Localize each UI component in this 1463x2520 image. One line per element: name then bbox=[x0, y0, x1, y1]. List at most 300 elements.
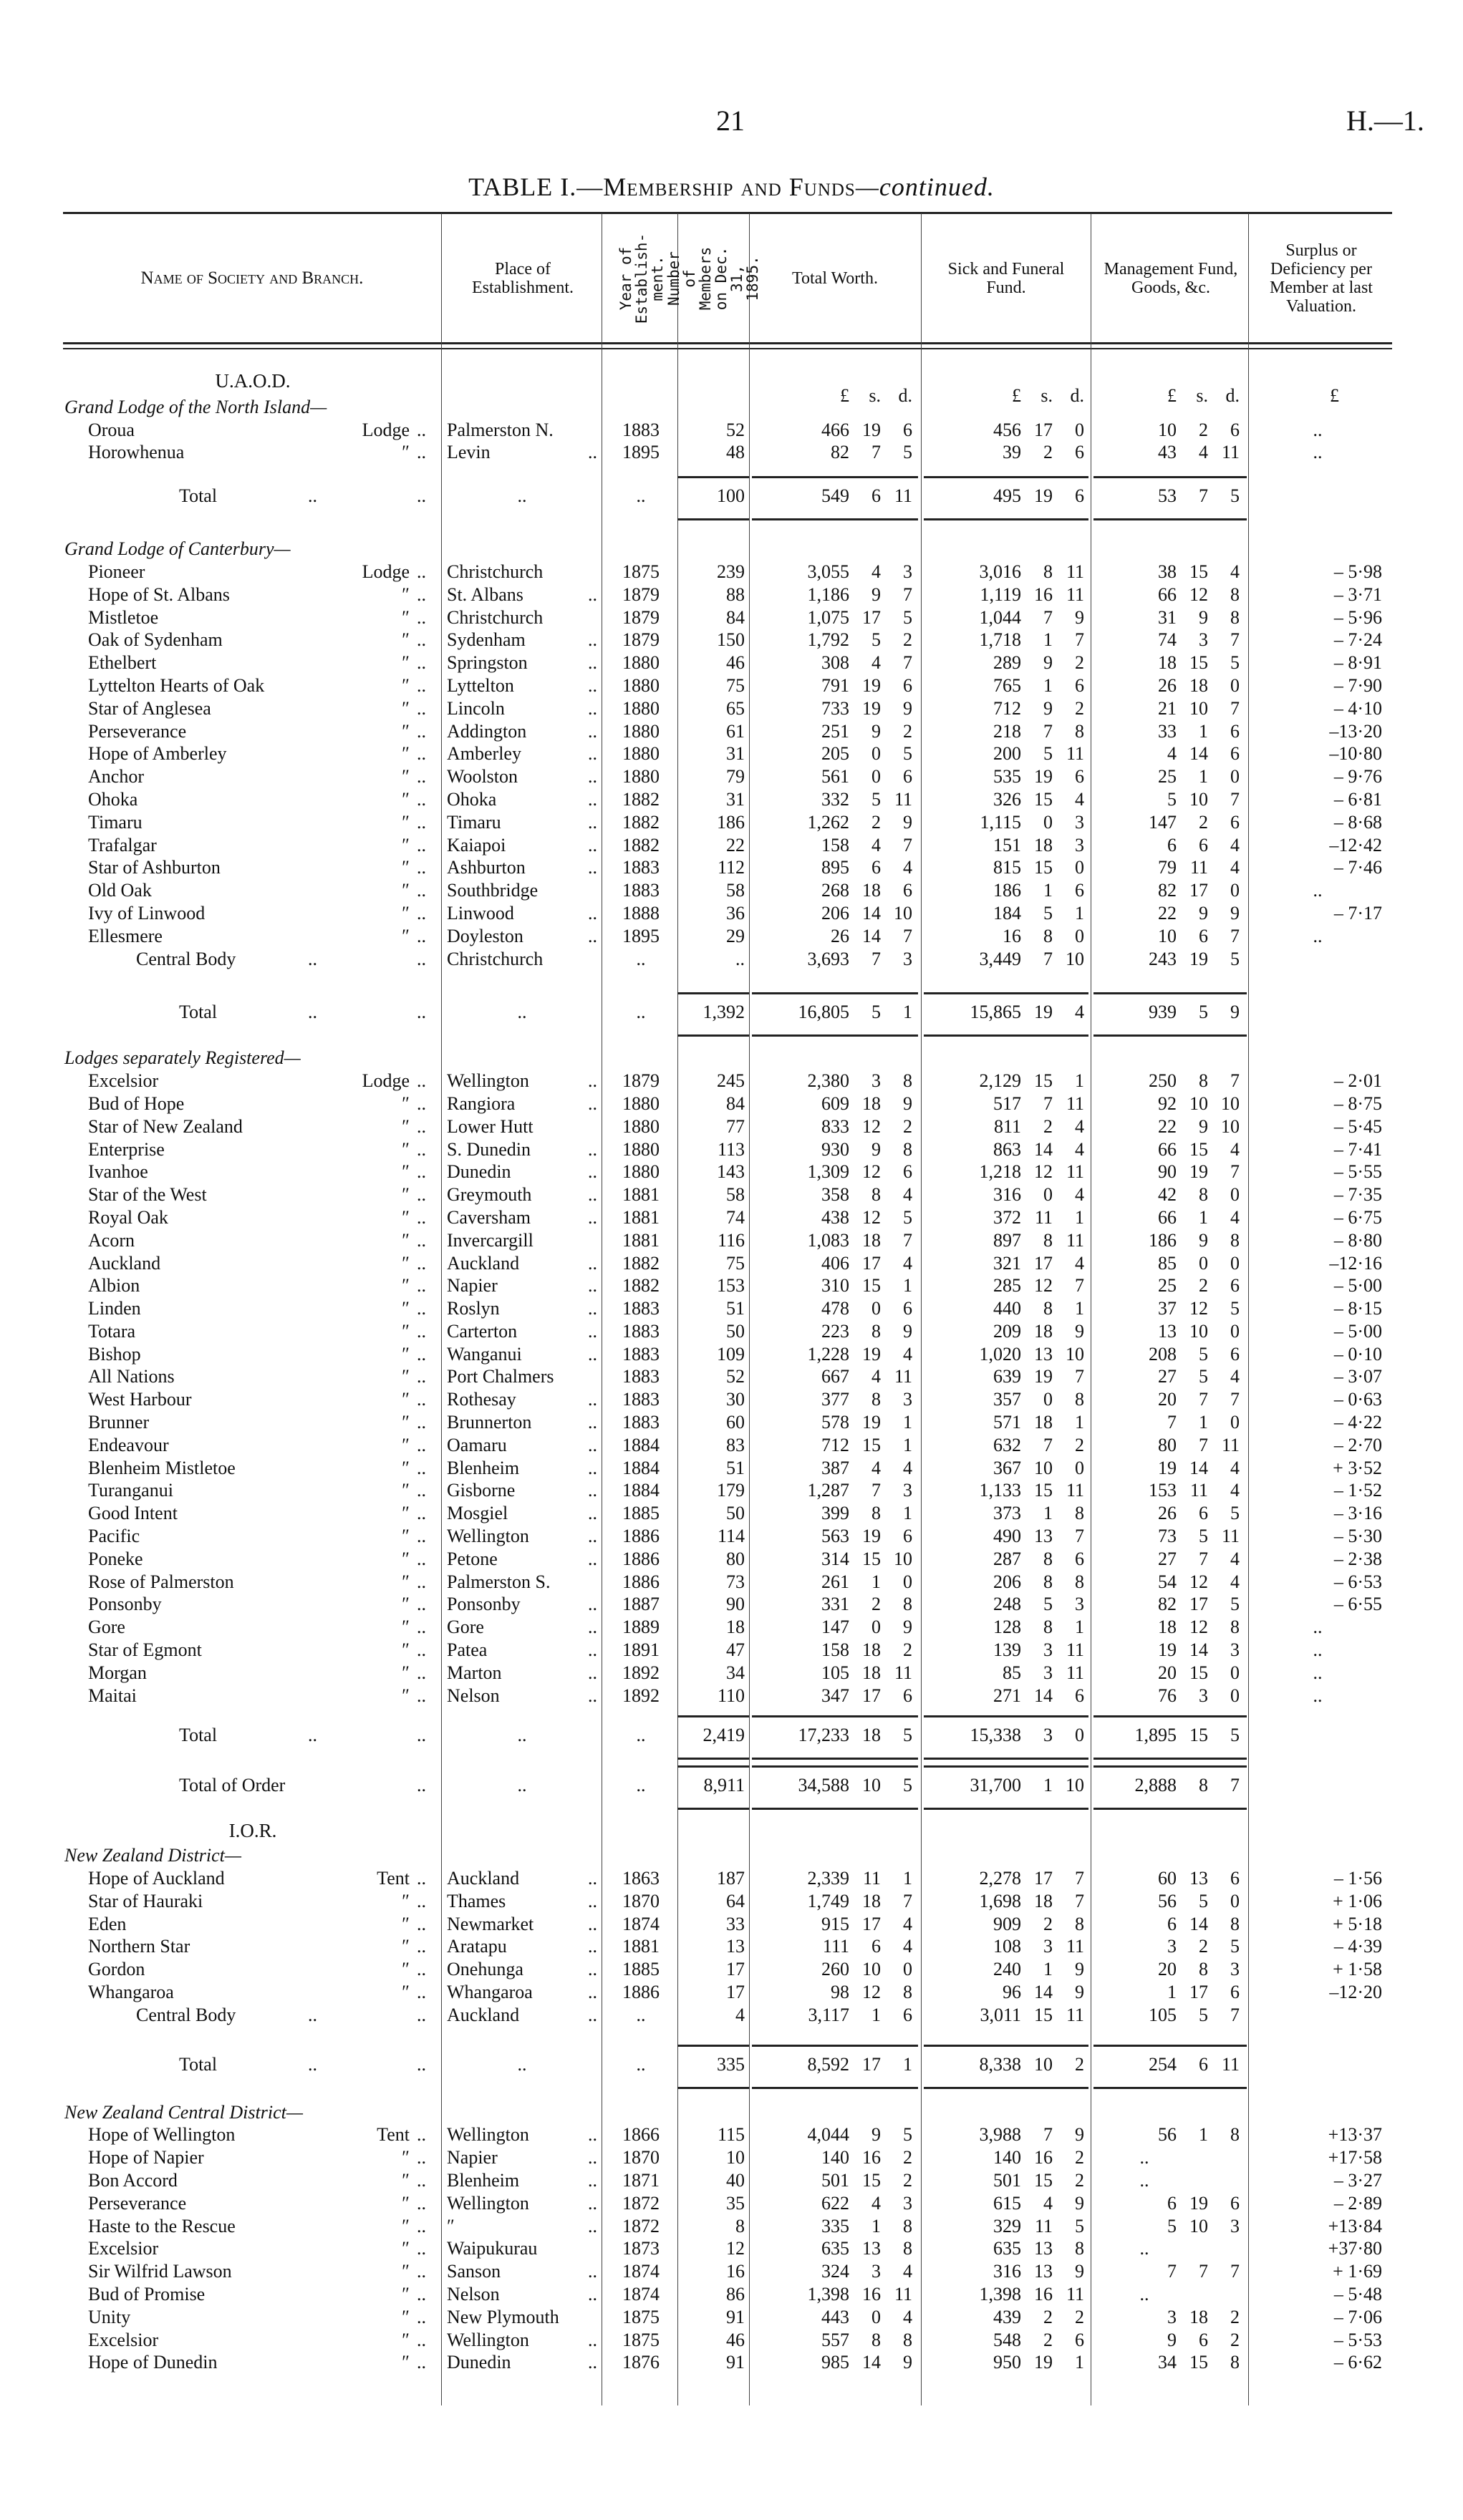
sick-funeral-fund-pounds: 635 bbox=[993, 2238, 1021, 2259]
management-fund-shillings: 9 bbox=[1199, 1115, 1208, 1137]
management-fund-pence: 8 bbox=[1230, 1617, 1240, 1638]
total-worth-shillings: 6 bbox=[871, 485, 881, 507]
name-dots: .. bbox=[308, 948, 317, 969]
branch-name: Star of Anglesea bbox=[88, 697, 211, 719]
branch-type: ″ bbox=[402, 1639, 410, 1661]
sick-funeral-fund bbox=[921, 1138, 1084, 1161]
total-worth-shillings: 18 bbox=[862, 1092, 881, 1114]
name-dots: .. bbox=[417, 1662, 426, 1683]
place-dots: .. bbox=[588, 1526, 597, 1547]
sick-funeral-fund-shillings: 13 bbox=[1034, 2261, 1053, 2282]
management-fund-shillings: 6 bbox=[1199, 2053, 1208, 2075]
branch-name: Central Body bbox=[136, 2004, 236, 2025]
year-established: 1881 bbox=[622, 1229, 660, 1251]
name-dots: .. bbox=[417, 1617, 426, 1638]
place-dots: .. bbox=[588, 857, 597, 878]
branch-type: ″ bbox=[402, 720, 410, 742]
management-fund-pounds: 5 bbox=[1167, 2215, 1177, 2236]
members-count: 109 bbox=[717, 1343, 745, 1365]
total-worth-shillings: 14 bbox=[862, 902, 881, 924]
year-established: 1884 bbox=[622, 1434, 660, 1455]
spacer bbox=[0, 464, 1463, 475]
management-fund-pence: 11 bbox=[1221, 1526, 1240, 1547]
sick-funeral-fund bbox=[921, 948, 1084, 971]
management-fund-shillings: 5 bbox=[1199, 1526, 1208, 1547]
table-row bbox=[0, 2169, 1463, 2192]
total-worth-pounds: 1,792 bbox=[807, 629, 849, 651]
total-worth bbox=[749, 1297, 912, 1320]
total-worth-pounds: 8,592 bbox=[807, 2053, 849, 2075]
place-name: Woolston bbox=[447, 766, 518, 788]
surplus-deficiency: .. bbox=[1313, 1662, 1323, 1683]
total-worth-pence: 6 bbox=[903, 1685, 912, 1706]
branch-name: Lyttelton Hearts of Oak bbox=[88, 674, 265, 696]
year-established: 1892 bbox=[622, 1685, 660, 1706]
sick-funeral-fund-shillings: 13 bbox=[1034, 2238, 1053, 2259]
branch-name: Turanganui bbox=[88, 1480, 173, 1501]
total-worth-pounds: 3,693 bbox=[807, 948, 849, 969]
total-worth-pence: 3 bbox=[903, 2192, 912, 2214]
surplus-deficiency: – 7·41 bbox=[1333, 1138, 1382, 1160]
sick-funeral-fund-shillings: 19 bbox=[1034, 1002, 1053, 1023]
total-worth-shillings: 15 bbox=[862, 1548, 881, 1569]
sick-funeral-fund-shillings: 16 bbox=[1034, 2147, 1053, 2168]
sick-funeral-fund-shillings: 18 bbox=[1034, 834, 1053, 856]
sick-funeral-fund bbox=[921, 1115, 1084, 1138]
branch-type: ″ bbox=[402, 2306, 410, 2327]
header-members-text: Number of Members on Dec. 31, 1895. bbox=[665, 246, 761, 311]
order-title bbox=[0, 1820, 1463, 1843]
management-fund bbox=[1091, 441, 1240, 464]
total-worth bbox=[749, 2329, 912, 2352]
total-worth-pence: 5 bbox=[903, 743, 912, 765]
management-fund bbox=[1091, 720, 1240, 743]
management-fund-shillings: 8 bbox=[1199, 1184, 1208, 1206]
sick-funeral-fund-shillings: 8 bbox=[1043, 1298, 1053, 1319]
sick-funeral-fund bbox=[921, 2329, 1084, 2352]
sick-funeral-fund bbox=[921, 2283, 1084, 2306]
total-worth bbox=[749, 561, 912, 583]
sick-funeral-fund-pounds: 15,338 bbox=[970, 1725, 1021, 1746]
total-worth-pence: 6 bbox=[903, 880, 912, 901]
table-row bbox=[0, 583, 1463, 606]
surplus-deficiency: – 7·90 bbox=[1333, 674, 1382, 696]
total-worth-shillings: 3 bbox=[871, 1070, 881, 1092]
year-established: 1895 bbox=[622, 925, 660, 946]
total-worth bbox=[749, 1183, 912, 1206]
place-of-establishment bbox=[447, 2329, 597, 2352]
management-fund-pounds: 254 bbox=[1149, 2053, 1177, 2075]
place-dots: .. bbox=[588, 1412, 597, 1433]
surplus-deficiency: +37·80 bbox=[1328, 2238, 1382, 2259]
sick-funeral-fund-shillings: 19 bbox=[1034, 1366, 1053, 1387]
place-of-establishment bbox=[447, 674, 597, 697]
total-worth-pence: 6 bbox=[903, 1161, 912, 1183]
members-count: 77 bbox=[726, 1115, 745, 1137]
sick-funeral-fund-pence: 11 bbox=[1066, 1229, 1084, 1251]
name-dots: .. bbox=[417, 811, 426, 833]
year-established: 1880 bbox=[622, 1138, 660, 1160]
total-worth-pounds: 985 bbox=[821, 2352, 849, 2373]
year-established: 1879 bbox=[622, 1070, 660, 1092]
sick-funeral-fund-shillings: 5 bbox=[1043, 1594, 1053, 1615]
total-worth bbox=[749, 1593, 912, 1616]
management-fund-pounds: 56 bbox=[1158, 1890, 1177, 1911]
place-name: Addington bbox=[447, 720, 527, 742]
management-fund bbox=[1091, 1297, 1240, 1320]
section-heading-text: New Zealand Central District— bbox=[64, 2101, 303, 2123]
sick-funeral-fund-pounds: 3,988 bbox=[979, 2124, 1021, 2146]
place-of-establishment bbox=[447, 1457, 597, 1480]
members-count: 17 bbox=[726, 1982, 745, 2003]
sick-funeral-fund bbox=[921, 2192, 1084, 2215]
place-name: Oamaru bbox=[447, 1434, 507, 1455]
branch-name: Total bbox=[179, 1002, 218, 1023]
place-of-establishment bbox=[447, 1434, 597, 1457]
name-dots: .. bbox=[417, 697, 426, 719]
sick-funeral-fund-shillings: 9 bbox=[1043, 697, 1053, 719]
management-fund-shillings: 8 bbox=[1199, 1775, 1208, 1796]
sick-funeral-fund-shillings: 15 bbox=[1034, 1480, 1053, 1501]
management-fund-pence: 6 bbox=[1230, 1982, 1240, 2003]
total-worth-pounds: 268 bbox=[821, 880, 849, 901]
management-fund-pence: 8 bbox=[1230, 583, 1240, 605]
members-count: 58 bbox=[726, 1184, 745, 1206]
table-row bbox=[0, 742, 1463, 765]
management-fund-pence: 4 bbox=[1230, 1571, 1240, 1592]
section-heading bbox=[0, 538, 1463, 561]
management-fund bbox=[1091, 1092, 1240, 1115]
table-row bbox=[0, 1160, 1463, 1183]
sick-funeral-fund bbox=[921, 1297, 1084, 1320]
total-worth bbox=[749, 2351, 912, 2374]
place-of-establishment bbox=[447, 2192, 597, 2215]
members-count: 153 bbox=[717, 1275, 745, 1297]
table-row bbox=[0, 561, 1463, 583]
sick-funeral-fund-pence: 11 bbox=[1066, 583, 1084, 605]
total-worth-shillings: 0 bbox=[871, 1617, 881, 1638]
management-fund-pence: 7 bbox=[1230, 788, 1240, 810]
management-fund-pence: 10 bbox=[1221, 1115, 1240, 1137]
sick-funeral-fund-shillings: 14 bbox=[1034, 1982, 1053, 2003]
total-worth bbox=[749, 1229, 912, 1252]
sick-funeral-fund-pounds: 2,129 bbox=[979, 1070, 1021, 1092]
sick-funeral-fund-pounds: 357 bbox=[993, 1389, 1021, 1410]
management-fund-pence: 0 bbox=[1230, 1252, 1240, 1274]
management-fund bbox=[1091, 1958, 1240, 1981]
total-worth-shillings: 8 bbox=[871, 1503, 881, 1524]
total-worth-pence: 9 bbox=[903, 1092, 912, 1114]
surplus-deficiency: – 2·01 bbox=[1333, 1070, 1382, 1092]
sick-funeral-fund-pounds: 206 bbox=[993, 1571, 1021, 1592]
place-of-establishment bbox=[447, 1070, 597, 1092]
total-worth bbox=[749, 1092, 912, 1115]
total-worth-shillings: 7 bbox=[871, 1480, 881, 1501]
surplus-deficiency: .. bbox=[1313, 442, 1323, 463]
branch-name: Pioneer bbox=[88, 561, 145, 582]
sick-funeral-fund-shillings: 8 bbox=[1043, 1571, 1053, 1592]
place-dots: .. bbox=[588, 1685, 597, 1706]
branch-name: Oroua bbox=[88, 419, 135, 440]
management-fund-shillings: 17 bbox=[1189, 880, 1208, 901]
name-dots: .. bbox=[417, 1526, 426, 1547]
management-fund-pence: 0 bbox=[1230, 1890, 1240, 1911]
sick-funeral-fund-pounds: 615 bbox=[993, 2192, 1021, 2214]
total-worth-pence: 7 bbox=[903, 652, 912, 674]
total-worth bbox=[749, 583, 912, 606]
total-worth bbox=[749, 1320, 912, 1343]
sick-funeral-fund-pence: 4 bbox=[1075, 1002, 1084, 1023]
management-fund bbox=[1091, 2283, 1198, 2306]
management-fund bbox=[1091, 2215, 1240, 2238]
section-heading bbox=[0, 384, 1463, 419]
section-heading-text: Lodges separately Registered— bbox=[64, 1047, 301, 1069]
sick-funeral-fund-pence: 6 bbox=[1075, 880, 1084, 901]
management-fund bbox=[1091, 1411, 1240, 1434]
sick-funeral-fund-shillings: 4 bbox=[1043, 2192, 1053, 2214]
table-row bbox=[0, 1913, 1463, 1936]
surplus-deficiency: – 3·16 bbox=[1333, 1503, 1382, 1524]
sick-funeral-fund-pence: 4 bbox=[1075, 1252, 1084, 1274]
sick-funeral-fund bbox=[921, 441, 1084, 464]
management-fund-pence: 3 bbox=[1230, 2215, 1240, 2236]
table-row bbox=[0, 834, 1463, 857]
sick-funeral-fund bbox=[921, 1457, 1084, 1480]
management-fund-pounds: 66 bbox=[1158, 583, 1177, 605]
table-row bbox=[0, 1070, 1463, 1092]
members-count: 113 bbox=[717, 1138, 745, 1160]
place-of-establishment bbox=[447, 1593, 597, 1616]
sick-funeral-fund-shillings: 5 bbox=[1043, 743, 1053, 765]
management-fund-pounds: 90 bbox=[1158, 1161, 1177, 1183]
place-dots: .. bbox=[588, 1594, 597, 1615]
branch-type: ″ bbox=[402, 1526, 410, 1547]
management-fund bbox=[1091, 2123, 1240, 2146]
total-worth-pence: 8 bbox=[903, 2238, 912, 2259]
total-worth-shillings: 3 bbox=[871, 2261, 881, 2282]
management-fund-pence: 8 bbox=[1230, 2124, 1240, 2146]
total-worth-pence: 7 bbox=[903, 1890, 912, 1911]
management-fund bbox=[1091, 606, 1240, 629]
table-row bbox=[0, 2306, 1463, 2329]
place-dots: .. bbox=[588, 674, 597, 696]
header-bottom-rule bbox=[63, 342, 1392, 344]
sick-funeral-fund bbox=[921, 879, 1084, 902]
sick-funeral-fund-shillings: 7 bbox=[1043, 1092, 1053, 1114]
place-dots: .. bbox=[588, 2170, 597, 2191]
total-worth bbox=[749, 879, 912, 902]
surplus-deficiency: – 3·71 bbox=[1333, 583, 1382, 605]
table-row bbox=[0, 2123, 1463, 2146]
total-worth bbox=[749, 1206, 912, 1229]
pound-label: £ bbox=[840, 384, 849, 406]
management-fund bbox=[1091, 2260, 1240, 2283]
total-worth-pounds: 251 bbox=[821, 720, 849, 742]
management-fund-pounds: 6 bbox=[1167, 1913, 1177, 1934]
total-worth-shillings: 19 bbox=[862, 674, 881, 696]
management-fund-shillings: 11 bbox=[1189, 1480, 1208, 1501]
spacer bbox=[0, 970, 1463, 991]
total-worth bbox=[749, 2146, 912, 2169]
sick-funeral-fund-pounds: 329 bbox=[993, 2215, 1021, 2236]
table-row bbox=[0, 1206, 1463, 1229]
place-of-establishment: Palmerston N. bbox=[447, 419, 554, 440]
branch-type: ″ bbox=[402, 1548, 410, 1569]
place-of-establishment bbox=[447, 788, 597, 811]
year-established: .. bbox=[636, 948, 646, 969]
management-fund-pence: 11 bbox=[1221, 442, 1240, 463]
total-worth-shillings: 8 bbox=[871, 1184, 881, 1206]
sick-funeral-fund-pounds: 321 bbox=[993, 1252, 1021, 1274]
branch-type: ″ bbox=[402, 1252, 410, 1274]
sick-funeral-fund-pounds: 909 bbox=[993, 1913, 1021, 1934]
sick-funeral-fund bbox=[921, 2004, 1084, 2027]
sick-funeral-fund-pence: 0 bbox=[1075, 419, 1084, 440]
table-row bbox=[0, 1548, 1463, 1571]
place-name: Patea bbox=[447, 1639, 488, 1661]
sick-funeral-fund-pence: 9 bbox=[1075, 2261, 1084, 2282]
management-fund-pence: 6 bbox=[1230, 743, 1240, 765]
branch-type: ″ bbox=[402, 1412, 410, 1433]
sick-funeral-fund-pence: 5 bbox=[1075, 2215, 1084, 2236]
place-dots: .. bbox=[588, 1913, 597, 1934]
sick-funeral-fund-pounds: 1,020 bbox=[979, 1343, 1021, 1365]
branch-name: Hope of Napier bbox=[88, 2147, 204, 2168]
place-dots: .. bbox=[588, 1982, 597, 2003]
management-fund bbox=[1091, 2329, 1240, 2352]
sick-funeral-fund-shillings: 15 bbox=[1034, 857, 1053, 878]
place-name: Wellington bbox=[447, 1526, 529, 1547]
place-of-establishment bbox=[447, 1502, 597, 1525]
sick-funeral-fund-pence: 2 bbox=[1075, 697, 1084, 719]
management-fund-pounds: 6 bbox=[1167, 834, 1177, 856]
branch-type: ″ bbox=[402, 606, 410, 628]
total-worth-shillings: 12 bbox=[862, 1206, 881, 1228]
management-fund-pounds: 27 bbox=[1158, 1548, 1177, 1569]
management-fund-pounds: 66 bbox=[1158, 1206, 1177, 1228]
sick-funeral-fund bbox=[921, 1320, 1084, 1343]
sick-funeral-fund bbox=[921, 1411, 1084, 1434]
table-row bbox=[0, 1662, 1463, 1685]
total-worth-pence: 1 bbox=[903, 1868, 912, 1889]
branch-name: Ethelbert bbox=[88, 652, 157, 674]
place-of-establishment: Christchurch bbox=[447, 948, 544, 969]
total-worth-shillings: 8 bbox=[871, 1320, 881, 1342]
place-of-establishment bbox=[447, 1092, 597, 1115]
sick-funeral-fund-shillings: 16 bbox=[1034, 2283, 1053, 2305]
sick-funeral-fund bbox=[921, 742, 1084, 765]
management-fund-pence: 7 bbox=[1230, 2261, 1240, 2282]
place-dots: .. bbox=[588, 1480, 597, 1501]
sick-funeral-fund-pence: 3 bbox=[1075, 811, 1084, 833]
management-fund-shillings: 1 bbox=[1199, 720, 1208, 742]
total-worth bbox=[749, 788, 912, 811]
table-row bbox=[0, 1639, 1463, 1662]
sick-funeral-fund bbox=[921, 2169, 1084, 2192]
total-worth bbox=[749, 991, 912, 1034]
year-established: 1882 bbox=[622, 811, 660, 833]
total-worth-pence: 7 bbox=[903, 1229, 912, 1251]
sick-funeral-fund-pounds: 108 bbox=[993, 1936, 1021, 1957]
sick-funeral-fund-pence: 2 bbox=[1075, 2170, 1084, 2191]
branch-name: Total bbox=[179, 2053, 218, 2075]
surplus-deficiency: –12·42 bbox=[1329, 834, 1382, 856]
sick-funeral-fund-pounds: 535 bbox=[993, 766, 1021, 788]
total-worth-pounds: 158 bbox=[821, 1639, 849, 1661]
management-fund-shillings: 1 bbox=[1199, 766, 1208, 788]
management-fund-pence: 4 bbox=[1230, 857, 1240, 878]
management-fund-pence: 9 bbox=[1230, 902, 1240, 924]
sick-funeral-fund-shillings: 8 bbox=[1043, 1548, 1053, 1569]
total-worth bbox=[749, 1365, 912, 1388]
total-worth-pounds: 635 bbox=[821, 2238, 849, 2259]
total-worth bbox=[749, 1525, 912, 1548]
sick-funeral-fund bbox=[921, 991, 1084, 1034]
management-fund-shillings: 4 bbox=[1199, 442, 1208, 463]
name-dots: .. bbox=[417, 1092, 426, 1114]
header-name: Name of Society and Branch. bbox=[140, 268, 364, 288]
name-dots: .. bbox=[417, 2215, 426, 2236]
branch-name: Good Intent bbox=[88, 1503, 178, 1524]
branch-name: Total of Order bbox=[179, 1775, 286, 1796]
place-of-establishment bbox=[447, 1388, 597, 1411]
members-count: 335 bbox=[717, 2053, 745, 2075]
place-dots: .. bbox=[588, 1343, 597, 1365]
management-fund-pounds: 25 bbox=[1158, 766, 1177, 788]
year-established: 1880 bbox=[622, 766, 660, 788]
header-place: Place of Establishment. bbox=[472, 260, 574, 297]
name-dots: .. bbox=[417, 674, 426, 696]
place-name: Amberley bbox=[447, 743, 521, 765]
branch-type: ″ bbox=[402, 442, 410, 463]
shilling-label: s. bbox=[1196, 384, 1208, 406]
total-worth-pounds: 399 bbox=[821, 1503, 849, 1524]
management-fund-pounds: 939 bbox=[1149, 1002, 1177, 1023]
members-count: 83 bbox=[726, 1434, 745, 1455]
sick-funeral-fund-pounds: 186 bbox=[993, 880, 1021, 901]
total-worth bbox=[749, 1913, 912, 1936]
branch-type: ″ bbox=[402, 1434, 410, 1455]
surplus-deficiency: – 5·30 bbox=[1333, 1526, 1382, 1547]
total-worth-pounds: 17,233 bbox=[798, 1725, 849, 1746]
place-of-establishment bbox=[447, 651, 597, 674]
sick-funeral-fund-pounds: 440 bbox=[993, 1298, 1021, 1319]
total-worth-shillings: 18 bbox=[862, 880, 881, 901]
surplus-deficiency: – 5·98 bbox=[1333, 561, 1382, 582]
sick-funeral-fund-pounds: 1,398 bbox=[979, 2283, 1021, 2305]
sick-funeral-fund bbox=[921, 1206, 1084, 1229]
sick-funeral-fund bbox=[921, 1479, 1084, 1502]
section-heading bbox=[0, 2101, 1463, 2124]
sick-funeral-fund bbox=[921, 1252, 1084, 1275]
total-worth-shillings: 4 bbox=[871, 2192, 881, 2214]
total-worth-shillings: 5 bbox=[871, 788, 881, 810]
place-dots: .. bbox=[588, 2261, 597, 2282]
sick-funeral-fund bbox=[921, 1890, 1084, 1913]
branch-type: ″ bbox=[402, 674, 410, 696]
branch-name: Ellesmere bbox=[88, 925, 163, 946]
total-worth-shillings: 10 bbox=[862, 1775, 881, 1796]
branch-name: Poneke bbox=[88, 1548, 143, 1569]
management-fund-shillings: 10 bbox=[1189, 2215, 1208, 2236]
management-fund-shillings: 7 bbox=[1199, 2261, 1208, 2282]
total-worth bbox=[749, 1479, 912, 1502]
name-dots: .. bbox=[417, 2004, 426, 2025]
place-name: Aratapu bbox=[447, 1936, 507, 1957]
total-worth-pence: 0 bbox=[903, 1571, 912, 1592]
branch-name: Bishop bbox=[88, 1343, 141, 1365]
management-fund-pounds: 10 bbox=[1158, 419, 1177, 440]
